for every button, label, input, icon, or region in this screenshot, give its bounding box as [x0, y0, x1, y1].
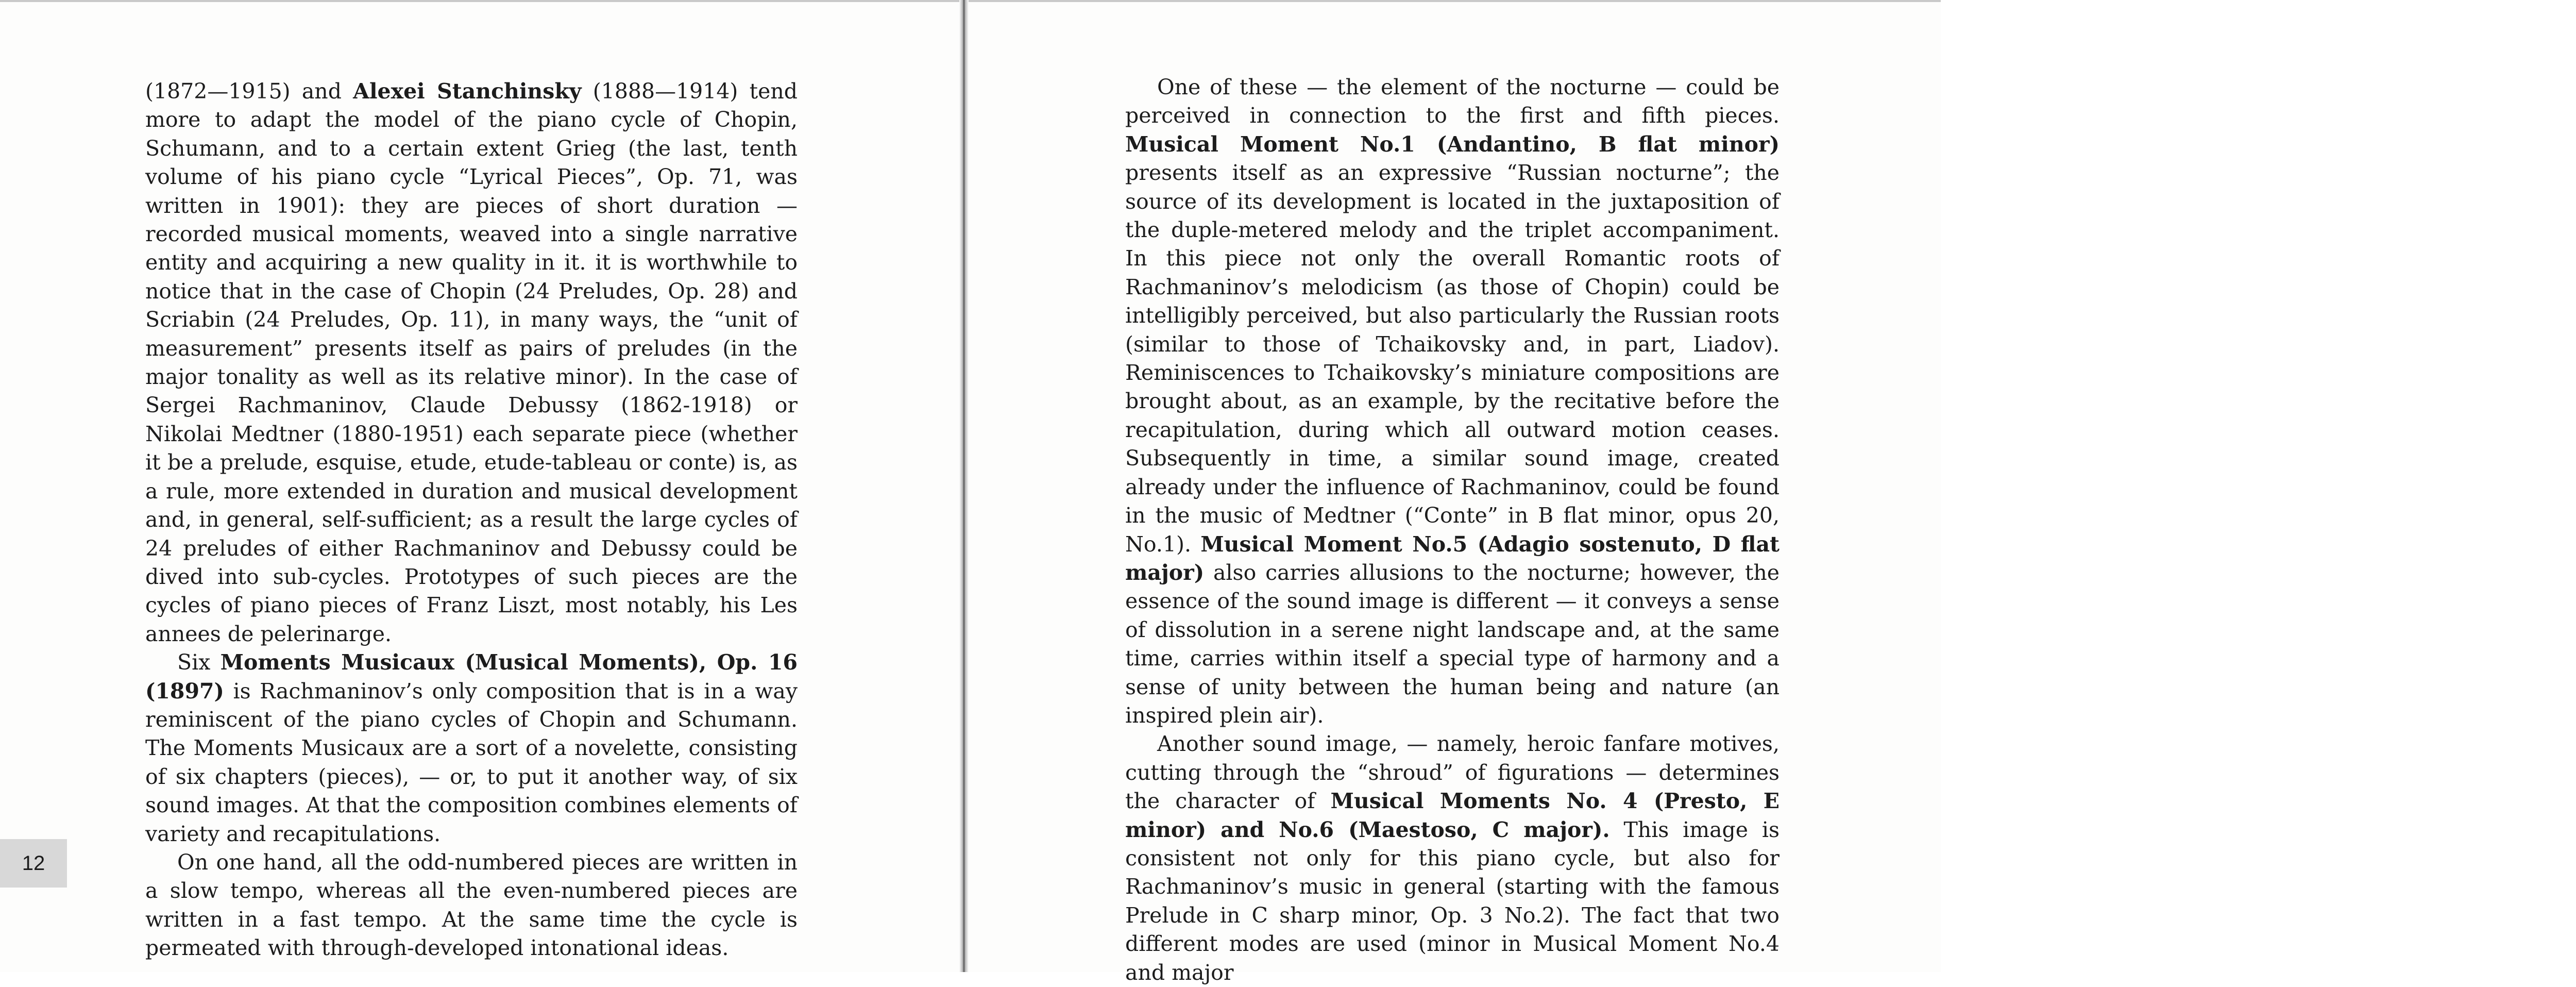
text-segment: is Rachmaninov’s only composition that is in a way reminiscent of the piano cycles of Chopin and Schumann. The Moments Musicaux are a sort of a novelette, consisting of six chapters (pieces), — or, to put it another way, of six sound images. At that the composition combines elements of variety and recapitulations.: [145, 678, 798, 846]
bold-text-segment: Musical Moments No. 4 (Presto, E minor) and No.6 (Maestoso, C major).: [1125, 789, 1780, 842]
paragraph: [145, 77, 798, 648]
text-segment: One of these — the element of the nocturne — could be perceived in connection to the first and fifth pieces.: [1125, 75, 1780, 128]
right-page-text: [1125, 73, 1780, 987]
text-segment: Six: [177, 650, 221, 675]
paragraph: [1125, 730, 1780, 987]
text-segment: (1872—1915) and: [145, 79, 353, 104]
text-segment: This image is consistent not only for this piano cycle, but also for Rachmaninov’s music in general (starting with the famous Prelude in C sharp minor, Op. 3 No.2). The fact that two different modes are used (minor in Musical Moment No.4 and major: [1125, 817, 1780, 985]
left-page-text: [145, 77, 798, 963]
text-segment: On one hand, all the odd-numbered pieces are written in a slow tempo, whereas all the even-numbered pieces are written in a fast tempo. At the same time the cycle is permeated with through-developed intonational ideas.: [145, 849, 798, 961]
left-page: [0, 0, 961, 972]
bold-text-segment: Musical Moment No.5 (Adagio sostenuto, D flat major): [1125, 531, 1780, 585]
text-segment: (1888—1914) tend more to adapt the model of the piano cycle of Chopin, Schumann, and to a certain extent Grieg (the last, tenth volume of his piano cycle “Lyrical Pieces”, Op. 71, was written in 1901): they are pieces of short duration — recorded musical moments, weaved into a single narrative entity and acquiring a new quality in it. it is worthwhile to notice that in the case of Chopin (24 Preludes, Op. 28) and Scriabin (24 Preludes, Op. 11), in many ways, the “unit of measurement” presents itself as pairs of preludes (in the major tonality as well as its relative minor). In the case of Sergei Rachmaninov, Claude Debussy (1862-1918) or Nikolai Medtner (1880-1951) each separate piece (whether it be a prelude, esquise, etude, etude-tableau or conte) is, as a rule, more extended in duration and musical development and, in general, self-sufficient; as a result the large cycles of 24 preludes of either Rachmaninov and Debussy could be dived into sub-cycles. Prototypes of such pieces are the cycles of piano pieces of Franz Liszt, most notably, his Les annees de pelerinarge.: [145, 79, 798, 646]
paragraph: [1125, 73, 1780, 730]
bold-text-segment: Musical Moment No.1 (Andantino, B flat minor): [1125, 131, 1780, 157]
text-segment: Another sound image, — namely, heroic fanfare motives, cutting through the “shroud” of figurations — determines the character of: [1125, 731, 1780, 814]
text-segment: also carries allusions to the nocturne; however, the essence of the sound image is different — it conveys a sense of dissolution in a serene night landscape and, at the same time, carries within itself a special type of harmony and a sense of unity between the human being and nature (an inspired plein air).: [1125, 560, 1780, 728]
paragraph: [145, 648, 798, 848]
bold-text-segment: Moments Musicaux (Musical Moments), Op. 16 (1897): [145, 650, 798, 704]
bold-text-segment: Alexei Stanchinsky: [353, 79, 582, 104]
paragraph: [145, 848, 798, 963]
text-segment: presents itself as an expressive “Russian nocturne”; the source of its development is located in the juxtaposition of the duple-metered melody and the triplet accompaniment. In this piece not only the overall Romantic roots of Rachmaninov’s melodicism (as those of Chopin) could be intelligibly perceived, but also particularly the Russian roots (similar to those of Tchaikovsky and, in part, Liadov). Reminiscences to Tchaikovsky’s miniature compositions are brought about, as an example, by the recitative before the recapitulation, during which all outward motion ceases. Subsequently in time, a similar sound image, created already under the influence of Rachmaninov, could be found in the music of Medtner (“Conte” in B flat minor, opus 20, No.1).: [1125, 160, 1780, 557]
page-number: 12: [0, 839, 67, 888]
